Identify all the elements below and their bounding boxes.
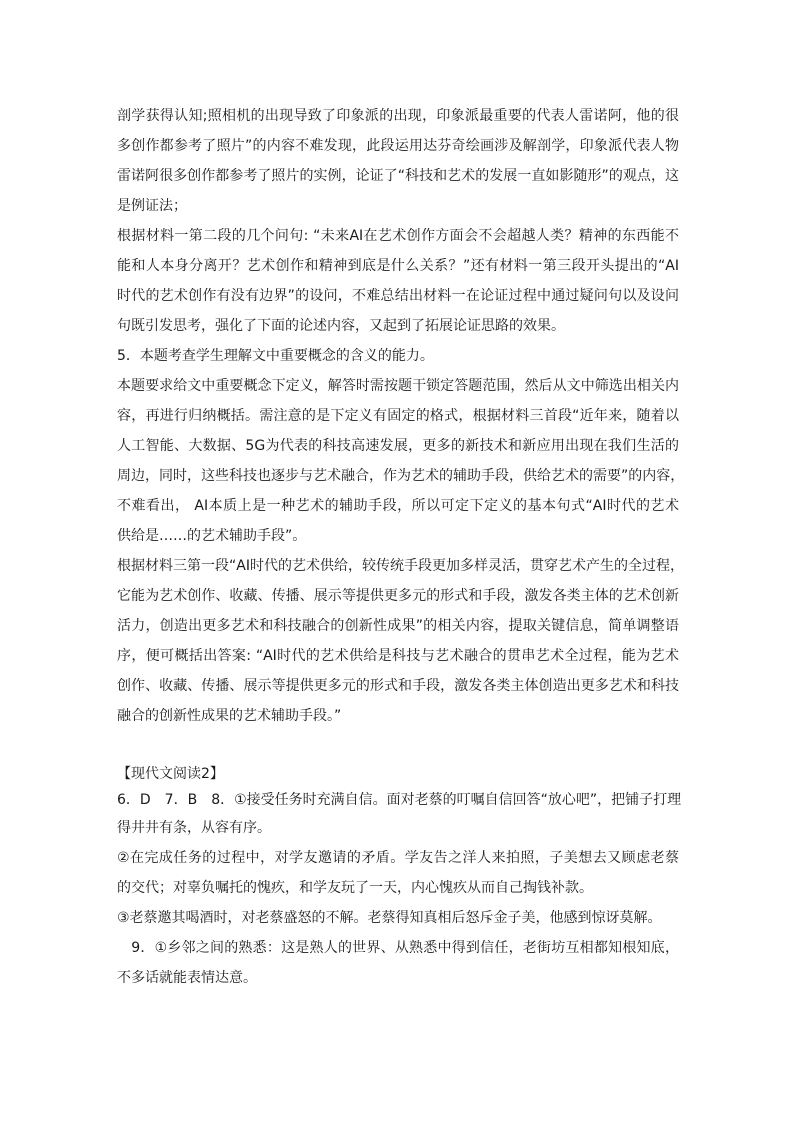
text-line: 序，便可概括出答案: “AI时代的艺术供给是科技与艺术融合的贯串艺术全过程，能为艺术 — [117, 648, 679, 664]
text-line: 的交代；对辜负嘱托的愧疚，和学友玩了一天，内心愧疚从而自己掏钱补款。 — [117, 880, 593, 896]
text-line: 时代的艺术创作有没有边界”的设问，不难总结出材料一在论证过程中通过疑问句以及设问 — [117, 288, 679, 304]
text-line: 人工智能、大数据、5G为代表的科技高速发展，更多的新技术和新应用出现在我们生活的 — [117, 438, 679, 454]
text-line: 不多话就能表情达意。 — [117, 970, 257, 986]
text-line: 不难看出， AI本质上是一种艺术的辅助手段，所以可定下定义的基本句式“AI时代的艺术 — [117, 498, 679, 514]
text-line: ③老蔡邀其喝酒时，对老蔡盛怒的不解。老蔡得知真相后怒斥金子美，他感到惊讶莫解。 — [117, 910, 662, 926]
text-line: 根据材料三第一段“AI时代的艺术供给，较传统手段更加多样灵活，贯穿艺术产生的全过程， — [117, 558, 684, 574]
text-line: 它能为艺术创作、收藏、传播、展示等提供更多元的形式和手段，激发各类主体的艺术创新 — [117, 588, 679, 604]
text-line: 容，再进行归纳概括。需注意的是下定义有固定的格式，根据材料三首段“近年来，随着以 — [117, 408, 679, 424]
text-line: 剖学获得认知;照相机的出现导致了印象派的出现，印象派最重要的代表人雷诺阿，他的很 — [117, 108, 679, 124]
text-line: 多创作都参考了照片”的内容不难发现，此段运用达芬奇绘画涉及解剖学，印象派代表人物 — [117, 138, 679, 154]
text-line: 供给是……的艺术辅助手段”。 — [117, 528, 307, 544]
text-line: 融合的创新性成果的艺术辅助手段。” — [117, 708, 342, 724]
question-5-heading: 5．本题考查学生理解文中重要概念的含义的能力。 — [117, 348, 434, 364]
section-spacer — [117, 731, 679, 761]
text-line: ②在完成任务的过程中，对学友邀请的矛盾。学友告之洋人来拍照，子美想去又顾虑老蔡 — [117, 850, 679, 866]
text-line: 周边，同时，这些科技也逐步与艺术融合，作为艺术的辅助手段，供给艺术的需要”的内容， — [117, 468, 685, 484]
answer-text-body — [117, 101, 685, 993]
text-line: 能和人本身分离开？艺术创作和精神到底是什么关系？”还有材料一第三段开头提出的“AI — [117, 258, 679, 274]
text-line: 雷诺阿很多创作都参考了照片的实例，论证了“科技和艺术的发展一直如影随形”的观点，这 — [117, 168, 679, 184]
text-line: 本题要求给文中重要概念下定义，解答时需按题干锁定答题范围，然后从文中筛选出相关内 — [117, 378, 679, 394]
text-line: 句既引发思考，强化了下面的论述内容，又起到了拓展论证思路的效果。 — [117, 318, 565, 334]
text-line: 根据材料一第二段的几个问句: “未来AI在艺术创作方面会不会超越人类？精神的东西能不 — [117, 228, 679, 244]
text-line: 创作、收藏、传播、展示等提供更多元的形式和手段，激发各类主体创造出更多艺术和科技 — [117, 678, 679, 694]
text-line: 得井井有条，从容有序。 — [117, 820, 271, 836]
text-line: 活力，创造出更多艺术和科技融合的创新性成果”的相关内容，提取关键信息，简单调整语 — [117, 618, 679, 634]
answer-line: 6．D 7．B 8．①接受任务时充满自信。面对老蔡的叮嘱自信回答“放心吧”，把铺子打理 — [117, 792, 682, 808]
text-line: 9．①乡邻之间的熟悉：这是熟人的世界、从熟悉中得到信任，老街坊互相都知根知底， — [117, 940, 679, 956]
text-line: 是例证法； — [117, 198, 187, 214]
section-heading: 【现代文阅读2】 — [117, 766, 224, 782]
